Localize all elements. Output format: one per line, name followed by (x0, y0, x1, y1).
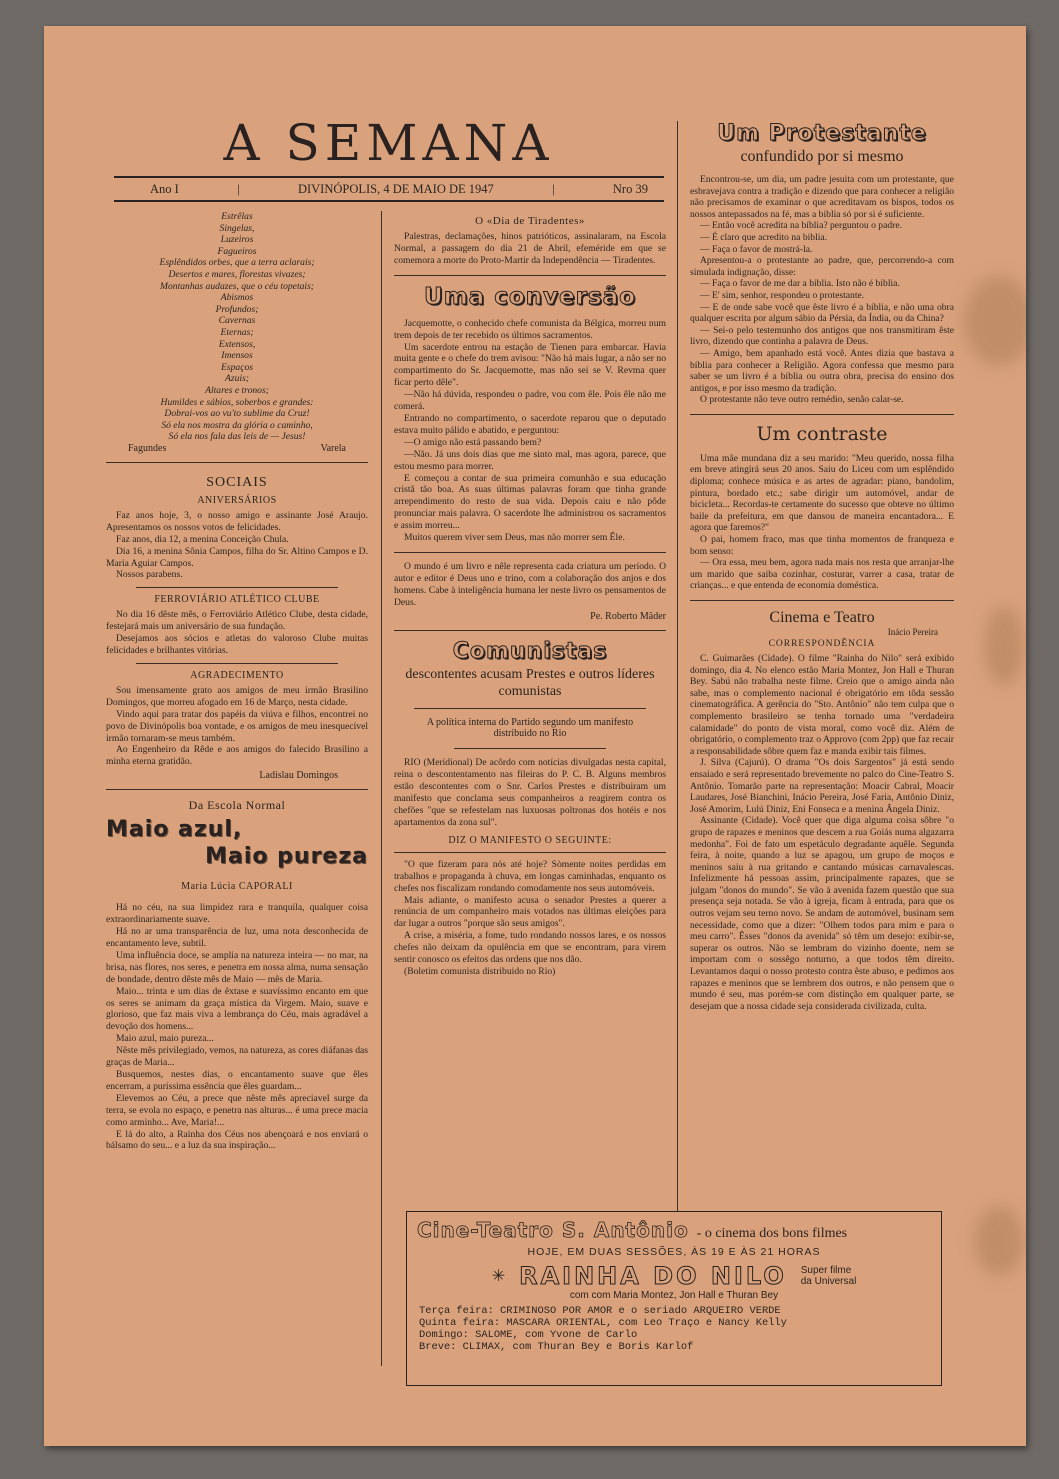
poem-line: Dobrai-vos ao vu'to sublime da Cruz! (164, 408, 310, 420)
paragraph: Busquemos, nestes dias, o encantamento suave que êles encerram, a puríssima essência que êles guardam... (106, 1068, 368, 1092)
ad-cast: com com Maria Montez, Jon Hall e Thuran Bey (569, 1290, 779, 1301)
newspaper-page (44, 26, 1026, 1446)
paragraph: RIO (Meridional) De acôrdo com notícias divulgadas nesta capital, reina o descontentamento nas fileiras do P. C. B. Alguns membros estão descontentes com o Snr. Carlos Prestes e distribuiram um manifesto que conclama seus companheiros a reagirem contra os chefões "que se refestelam nas luxuosas poltronas dos hotéis e nos apartamentos da zona sul". (394, 757, 666, 828)
deck: A política interna do Partido segundo um manifesto distribuido no Rio (426, 716, 634, 740)
subsection-title: AGRADECIMENTO (190, 669, 284, 681)
poem-line: Só ela nos mostra da glória o caminho, (161, 419, 313, 431)
subsection-title: CORRESPONDÊNCIA (768, 639, 876, 649)
issue-year: Ano I (150, 182, 179, 196)
ad-program-line: Domingo: SALOME, com Yvone de Carlo (419, 1329, 638, 1341)
subsection-title: DIZ O MANIFESTO O SEGUINTE: (448, 834, 612, 846)
paragraph: Uma influência doce, se amplia na natureza inteira — no mar, na brisa, nas flores, nos seres, e penetra em nossa alma, numa sensação de bondade, dentro dêste mês de Maio — mês de Maria. (106, 949, 368, 985)
masthead-title: A SEMANA (223, 114, 554, 172)
column-right (690, 121, 954, 1012)
ad-program-line: Terça feira: CRIMINOSO POR AMOR e o seriado ARQUEIRO VERDE (419, 1305, 781, 1317)
divider (690, 600, 954, 601)
divider (394, 275, 666, 276)
poem-line: Fagueiros (217, 245, 257, 257)
paragraph: Elevemos ao Céu, a prece que nêste mês apreciavel surge da terra, se evola no espaço, e penetra nas alturas... é uma prece macia como arminho... Ave, Maria!... (106, 1092, 368, 1128)
signature: Pe. Roberto Mäder (590, 610, 666, 622)
poem-line: Só ela nos fala das leis de — Jesus! (168, 431, 306, 443)
headline: Um contraste (756, 422, 888, 445)
ad-film-row (417, 1262, 931, 1290)
paragraph: E começou a contar de sua primeira comunhão e sua educação cristã tão boa. As suas últimas palavras foram que tinha grande arrependimento do resto de sua vida. Depois caiu e não pôde pronunciar mais palavra. O sacerdote lhe administrou os sacramentos e assim morreu... (394, 472, 666, 532)
issue-number: Nro 39 (612, 182, 648, 196)
column-left (106, 211, 368, 1152)
paragraph: — Faça o favor de mostrá-la. (700, 243, 813, 255)
paragraph: Muitos querem viver sem Deus, mas não morrer sem Êle. (404, 532, 625, 544)
poem-author (106, 443, 368, 454)
ad-venue-line (417, 1218, 931, 1242)
paragraph: Há no ar uma transparência de luz, uma nota desconhecida de encantamento leve, subtil. (106, 926, 368, 949)
divider (106, 462, 368, 463)
poem-author-last: Varela (320, 442, 346, 454)
paragraph: Há no céu, na sua limpidez rara e tranquila, qualquer coisa extraordinariamente suave. (106, 902, 368, 926)
divider (394, 630, 666, 631)
paragraph: Mais adiante, o manifesto acusa o senador Prestes a querer a renúncia de um companheiro mais votados nas últimas eleições para dar lugar a outros "porque são seus amigos". (394, 894, 666, 930)
divider (136, 663, 338, 664)
divider (106, 789, 368, 790)
paragraph: Sou imensamente grato aos amigos de meu irmão Brasilino Domingos, que morreu afogado em 16 de Março, nesta cidade. (106, 684, 368, 708)
divider (394, 552, 666, 553)
poem-line: Eternas; (220, 326, 254, 338)
divider (136, 587, 338, 588)
section-title-cinema: Cinema e Teatro (769, 609, 875, 626)
poem-line: Desertos e mares, florestas vivazes; (168, 268, 306, 280)
poem-line: Imensos (221, 350, 253, 362)
stain (984, 606, 1024, 686)
paragraph: O pai, homem fraco, mas que tinha momentos de franqueza e bom senso: (690, 534, 954, 557)
paragraph: Nêste mês privilegiado, vemos, na natureza, as cores diáfanas das graças de Maria... (106, 1045, 369, 1069)
paragraph: Maio azul, maio pureza... (116, 1033, 214, 1045)
poem (106, 211, 368, 454)
sunburst-icon: ✳ (491, 1268, 506, 1285)
kicker: Da Escola Normal (188, 798, 286, 813)
divider (690, 414, 954, 415)
subsection-title: ANIVERSÁRIOS (197, 494, 277, 506)
issue-separator: | (237, 182, 240, 196)
poem-line: Luzeiros (220, 234, 254, 246)
headline-line: Maio pureza (205, 844, 368, 870)
headline: Comunistas (452, 638, 608, 664)
ad-sessions: HOJE, EM DUAS SESSÕES, ÀS 19 E ÀS 21 HORAS (527, 1246, 821, 1258)
paragraph: — Amigo, bem apanhado está você. Antes dizia que bastava a bíblia para conhecer a Religião. Agora confessa que mesmo para saber se um livro é a bíblia ou outra obra, precisa do ensino dos antigos, e por isso mesmo da tradição. (690, 347, 954, 394)
poem-line: Singelas, (219, 222, 255, 234)
column-divider (381, 211, 382, 1366)
poem-line: Altares e tronos; (205, 384, 269, 396)
subheadline: descontentes acusam Prestes e outros líderes comunistas (405, 666, 655, 699)
paragraph: Nossos parabens. (116, 569, 183, 581)
paragraph: — Faça o favor de me dar a biblia. Isto não é biblia. (700, 278, 900, 290)
paragraph: — É claro que acredito na biblia. (700, 231, 828, 243)
signature: Ladislau Domingos (259, 770, 338, 782)
byline: Maria Lúcia CAPORALI (181, 881, 293, 893)
cinema-advertisement (406, 1211, 942, 1386)
paragraph: Desejamos aos sócios e atletas do valoroso Clube muitas felicidades e brilhantes vitórias. (106, 633, 368, 657)
divider (394, 852, 666, 853)
ad-program-line: Breve: CLIMAX, com Thuran Bey e Boris Karlof (419, 1341, 694, 1353)
paragraph: (Boletim comunista distribuido no Rio) (404, 965, 556, 977)
ad-program-line: Quinta feira: MASCARA ORIENTAL, com Leo Traço e Nancy Kelly (419, 1317, 787, 1329)
poem-line: Montanhas audazes, que o céu topetais; (159, 280, 314, 292)
paragraph: Maio... trinta e um dias de êxtase e suavíssimo encanto em que os seres se animam da graça mística da Virgem. Maio, suave e glorioso, que faz mais viva a lembrança do Céu, mais agradável a devoção dos homens... (106, 985, 368, 1033)
paragraph: Palestras, declamações, hinos patrióticos, assinalaram, na Escola Normal, a passagem do dia 21 de Abril, efeméride em que se comemora a morte do Proto-Martir da Independência — Tiradentes. (394, 231, 666, 266)
column-divider (677, 121, 678, 1211)
poem-line: Espaços (221, 361, 253, 373)
paragraph: Entrando no compartimento, o sacerdote reparou que o deputado estava muito pálido e abatido, e perguntou: (394, 412, 666, 436)
article-title: O «Dia de Tiradentes» (475, 215, 585, 227)
ad-slogan: - o cinema dos bons filmes (696, 1226, 848, 1241)
stain (974, 1206, 1024, 1276)
paragraph: Encontrou-se, um dia, um padre jesuita com um protestante, que esbravejava contra a tradição e dizendo que para conhecer a religião não precisamos de examinar o que acreditavam os bispos, todos os nossos antepassados na fé, mas a biblia só por si é suficiente. (690, 174, 954, 220)
paragraph: "O que fizeram para nós até hoje? Sòmente noites perdidas em trabalhos e propaganda à chuva, em longas caminhadas, enquanto os chefes nos fiscalizam rondando comodamente nos seus automóveis. (394, 858, 666, 894)
poem-line: Profundos; (215, 303, 259, 315)
poem-line: Extensos, (218, 338, 256, 350)
paragraph: O protestante não teve outro remédio, senão calar-se. (700, 394, 904, 406)
paragraph: Assinante (Cidade). Você quer que diga alguma coisa sôbre "o grupo de rapazes e meninos que descem a rua Goiás numa algazarra medonha". Foi de fato um espetáculo degradante aquêle. Segunda feira, à noite, quando a luz se apagou, um grupo de moços e meninos saiu à rua gritando e cantando músicas carnavalescas. Infelizmente há pessoas assim, principalmente rapazes, que se julgam "donos do mundo". Se vão à avenida fazem questão que sua presença seja notada. Se vão à igreja, ficam à entrada, para que os outros vejam seu terno novo. Se andam de automóvel, businam sem necessidade, como que a dizer: "Olhem todos para mim e para o meu carro". Êsses "donos da avenida" só têm um desejo: exibir-se, superar os outros. Não se lembram do vizinho doente, nem se importam com o sossêgo noturno, a que todos têm direito. Levantamos daqui o nosso protesto contra êste abuso, e pedimos aos rapazes e meninos que se lembrem dos outros, e não pensem que o mundo é seu, mas porém-se com distinção em qualquer parte, se desejam que a nossa cidade seja considerada civilizada, culta. (690, 815, 954, 1012)
paragraph: — Ora essa, meu bem, agora nada mais nos resta que arranjar-lhe um marido que saiba cozinhar, costurar, varrer a casa, tratar de crianças... e que entenda de economia doméstica. (690, 557, 954, 592)
headline: Um Protestante (717, 121, 927, 146)
poem-line: Esplêndidos orbes, que a terra aclarais; (159, 257, 315, 269)
ad-super-line: da Universal (800, 1276, 857, 1287)
divider (414, 708, 646, 709)
column-middle (394, 211, 666, 978)
paragraph: O mundo é um livro e nêle representa cada criatura um período. O autor e editor é Deus uno e trino, com a colaboração dos anjos e dos homens. Cabe à inteligência humana ler neste livro os pensamentos de Deus. (394, 560, 666, 608)
paragraph: Vindo aqui para tratar dos papéis da viúva e filhos, encontrei no povo de Divinópolis boa vontade, e os amigos de meu inesquecível irmão tornaram-se meus também. (106, 708, 368, 744)
paragraph: Uma mãe mundana diz a seu marido: "Meu querido, nossa filha em breve atingirá seus 20 anos. Saiu do Liceu com um esplêndido diploma; conhece música e as artes de agradar: piano, bandolim, pintura, bordado etc.; sabe dirigir um automóvel, andar de bicicleta... Recordas-te certamente do sucesso que obteve no último baile da prefeitura, em que dansou de maneira encantadora... E agora que faremos?" (690, 452, 954, 534)
paragraph: E lá do alto, a Rainha dos Céus nos abençoará e nos enviará o bálsamo do seu... e a luz da sua inspiração... (106, 1128, 368, 1152)
poem-line: Humildes e sábios, soberbos e grandes: (160, 396, 314, 408)
paragraph: —Não. Já uns dois dias que me sinto mal, mas agora, parece, que estou mesmo para morrer. (394, 448, 666, 472)
subsection-title: FERROVIÁRIO ATLÉTICO CLUBE (154, 594, 320, 606)
stain (964, 276, 1026, 366)
paragraph: Ao Engenheiro da Rêde e aos amigos do falecido Brasilino a minha eterna gratidão. (106, 744, 368, 768)
issue-place-date: DIVINÓPOLIS, 4 DE MAIO DE 1947 (297, 182, 494, 196)
poem-line: Azuis; (225, 373, 249, 385)
paragraph: Dia 16, a menina Sônia Campos, filha do Sr. Altino Campos e D. Maria Aguiar Campos. (106, 545, 368, 569)
paragraph: — Sei-o pelo testemunho dos antigos que nos transmitiram êste livro, dizendo que continha a palavra de Deus. (690, 324, 954, 348)
paragraph: Faz anos, dia 12, a menina Conceição Chula. (116, 533, 289, 545)
paragraph: Um sacerdote entrou na estação de Tienen para embarcar. Havia muita gente e o chefe do trem avisou: "Não há mais lugar, a não ser no compartimento do Sr. Jacquemotte, mas não sei se V. Revma quer ficar perto dêle". (394, 341, 666, 389)
byline: Inácio Pereira (887, 627, 938, 637)
paragraph: C. Guimarães (Cidade). O filme "Rainha do Nilo" será exibido domingo, dia 4. No elenco estão Maria Montez, Jon Hall e Thuran Bey. Sabú não trabalha neste filme. Creio que o amigo ainda não sabe, mas o complemento nacional é obrigatório em tôda sessão cinematográfica. A gerência do "Sto. Antônio" não tem culpa que o complemento brasileiro se tenha tornado uma "verdadeira calamidade" do ponto de vista moral, como você diz. Além de obrigatório, o complemento traz o Approvo (com 2pp) que faz recair a responsabilidade sôbre quem faz e manda exibir tais filmes. (690, 653, 954, 757)
headline: Uma conversão (424, 283, 636, 310)
poem-line: Abismos (220, 292, 254, 304)
ad-program (417, 1305, 931, 1353)
issue-separator: | (552, 182, 555, 196)
paragraph: — Então você acredita na bíblia? perguntou o padre. (700, 220, 903, 232)
headline-line: Maio azul, (106, 817, 243, 843)
paragraph: —O amigo não está passando bem? (404, 436, 542, 448)
paragraph: — E de onde sabe você que êste livro é a bíblia, e não uma obra qualquer escrita por algum sábio da Pérsia, da Índia, ou da China? (690, 301, 954, 325)
paragraph: — E' sim, senhor, respondeu o protestante. (700, 289, 865, 301)
paragraph: Jacquemotte, o conhecido chefe comunista da Bélgica, morreu num trem depois de ter recebido os últimos sacramentos. (394, 317, 666, 341)
paragraph: J. Silva (Cajurú). O drama "Os dois Sargentos" já está sendo ensaiado e será representado brevemente no palco do Cine-Teatro S. Antônio. Tomarão parte na representação: Moacir Cabral, Moacir Laudares, José Bianchini, Inácio Pereira, José Faria, Antônio Diniz, José Amorim, Lulú Diniz, Eni Fonseca e a menina Ângela Diniz. (690, 757, 954, 815)
divider (454, 748, 606, 749)
poem-author-first: Fagundes (128, 442, 167, 454)
ad-venue: Cine-Teatro S. Antônio (417, 1218, 689, 1242)
ad-film-badge (801, 1265, 857, 1287)
section-title-sociais: SOCIAIS (206, 474, 268, 490)
paragraph: Faz anos hoje, 3, o nosso amigo e assinante José Araujo. Apresentamos os nossos votos de felicidades. (106, 509, 368, 533)
subheadline: confundido por si mesmo (740, 148, 904, 165)
paragraph: No dia 16 dêste mês, o Ferroviário Atlético Clube, desta cidade, festejará mais um aniversário de sua fundação. (106, 609, 368, 633)
ad-film-title: RAINHA DO NILO (519, 1262, 787, 1290)
ad-super-line: Super filme (800, 1265, 852, 1276)
paragraph: Apresentou-a o protestante ao padre, que, percorrendo-a com simulada indignação, disse: (690, 255, 954, 278)
paragraph: A crise, a miséria, a fome, tudo rondando nossos lares, e os nossos chefes não deixam da opulência em que se encontram, para virem sentir conosco os efeitos das ordens que nos dão. (394, 930, 666, 966)
paragraph: —Não há dúvida, respondeu o padre, vou com êle. Pois êle não me comerá. (394, 389, 666, 413)
poem-line: Cavernas (218, 315, 256, 327)
issue-line (114, 176, 664, 202)
poem-line: Estrêlas (221, 211, 253, 222)
